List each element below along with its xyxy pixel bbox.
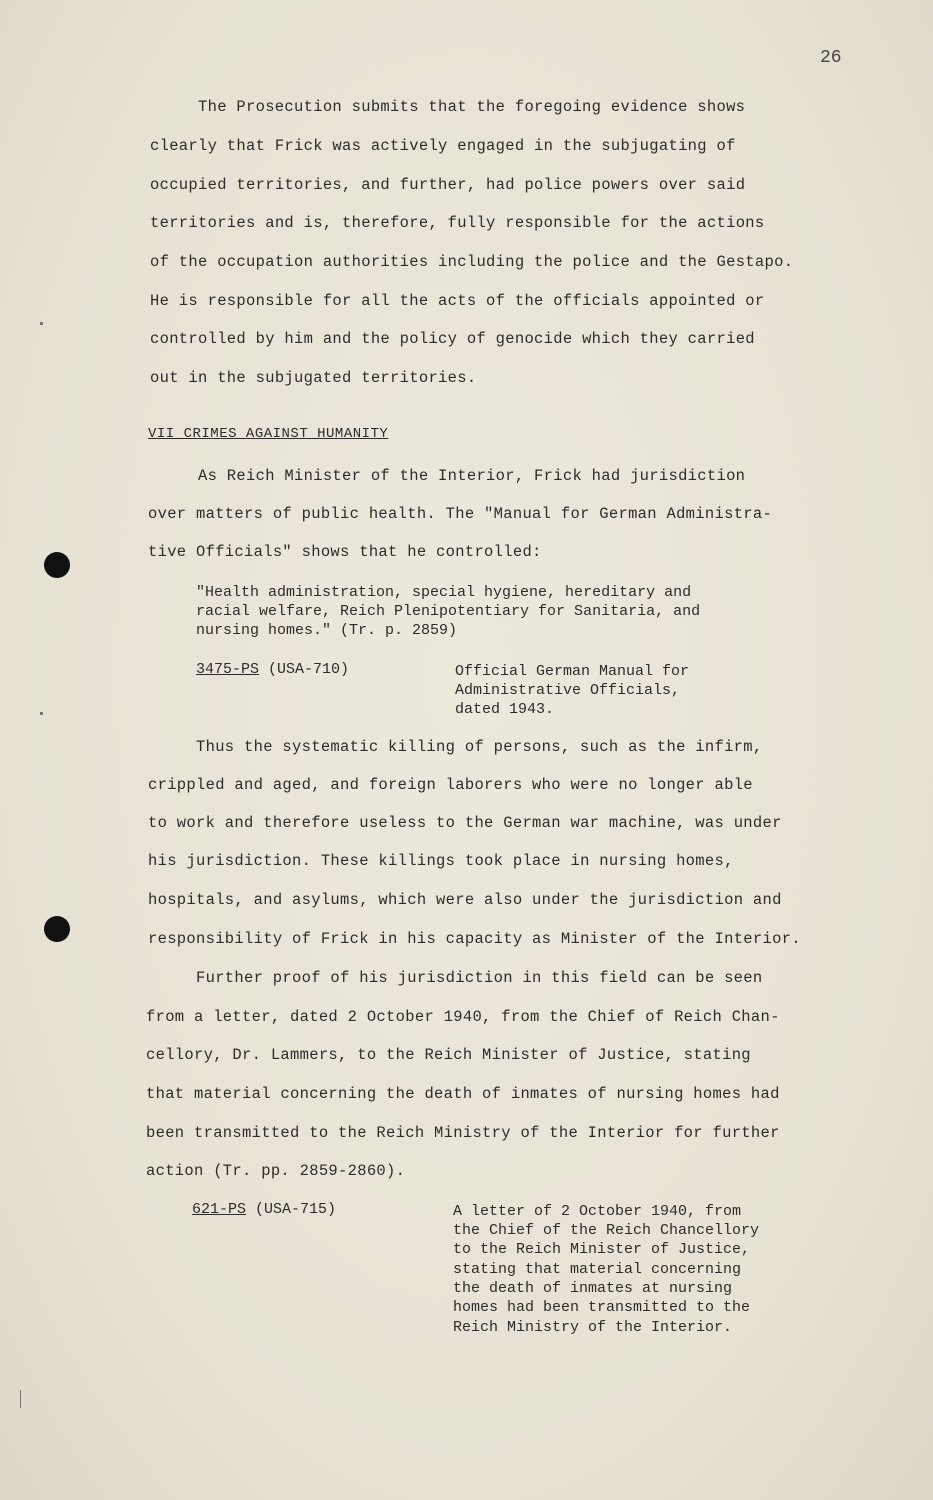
exhibit-description-line: to the Reich Minister of Justice, xyxy=(453,1241,751,1258)
paragraph-line: to work and therefore useless to the German war machine, was under xyxy=(148,814,782,832)
exhibit-description-line: the death of inmates at nursing xyxy=(453,1280,733,1297)
exhibit-description-line: homes had been transmitted to the xyxy=(453,1299,751,1316)
paragraph-line: occupied territories, and further, had police powers over said xyxy=(150,176,746,194)
paragraph-line: that material concerning the death of inmates of nursing homes had xyxy=(146,1085,780,1103)
exhibit-description-line: Reich Ministry of the Interior. xyxy=(453,1319,733,1336)
paragraph-line: controlled by him and the policy of genocide which they carried xyxy=(150,330,755,348)
paragraph-line: of the occupation authorities including the police and the Gestapo. xyxy=(150,253,794,271)
exhibit-description-line: Administrative Officials, xyxy=(455,682,681,699)
paragraph-line: been transmitted to the Reich Ministry of the Interior for further xyxy=(146,1124,780,1142)
stray-mark xyxy=(40,712,43,715)
punch-hole xyxy=(44,916,70,942)
paragraph-line: responsibility of Frick in his capacity as Minister of the Interior. xyxy=(148,930,801,948)
quote-line: nursing homes." (Tr. p. 2859) xyxy=(196,622,458,639)
quote-line: racial welfare, Reich Plenipotentiary for Sanitaria, and xyxy=(196,603,701,620)
paragraph-line: tive Officials" shows that he controlled: xyxy=(148,543,542,561)
paragraph-line: action (Tr. pp. 2859-2860). xyxy=(146,1162,406,1180)
exhibit-description-line: the Chief of the Reich Chancellory xyxy=(453,1222,760,1239)
paragraph-line: out in the subjugated territories. xyxy=(150,369,477,387)
paragraph-line: The Prosecution submits that the foregoing evidence shows xyxy=(198,98,746,116)
exhibit-usa-id: (USA-710) xyxy=(268,661,350,678)
paragraph-line: over matters of public health. The "Manual for German Administra- xyxy=(148,505,773,523)
exhibit-citation xyxy=(192,1200,336,1220)
paragraph-line: clearly that Frick was actively engaged in the subjugating of xyxy=(150,137,736,155)
paragraph-line: Further proof of his jurisdiction in this field can be seen xyxy=(196,969,763,987)
paragraph-line: cellory, Dr. Lammers, to the Reich Minister of Justice, stating xyxy=(146,1046,751,1064)
exhibit-citation xyxy=(196,660,349,680)
paragraph-line: his jurisdiction. These killings took place in nursing homes, xyxy=(148,852,734,870)
exhibit-usa-id: (USA-715) xyxy=(255,1201,337,1218)
exhibit-description-line: dated 1943. xyxy=(455,701,555,718)
page-number: 26 xyxy=(820,48,842,68)
exhibit-description-line: Official German Manual for xyxy=(455,663,690,680)
stray-mark xyxy=(40,322,43,325)
paragraph-line: As Reich Minister of the Interior, Frick had jurisdiction xyxy=(198,467,746,485)
paragraph-line: hospitals, and asylums, which were also under the jurisdiction and xyxy=(148,891,782,909)
stray-mark xyxy=(20,1390,21,1408)
quote-line: "Health administration, special hygiene, hereditary and xyxy=(196,584,692,601)
paragraph-line: crippled and aged, and foreign laborers who were no longer able xyxy=(148,776,753,794)
exhibit-doc-id: 3475-PS xyxy=(196,661,260,678)
exhibit-description-line: A letter of 2 October 1940, from xyxy=(453,1203,742,1220)
section-heading: VII CRIMES AGAINST HUMANITY xyxy=(148,426,389,442)
exhibit-description-line: stating that material concerning xyxy=(453,1261,742,1278)
exhibit-doc-id: 621-PS xyxy=(192,1201,247,1218)
paragraph-line: He is responsible for all the acts of the officials appointed or xyxy=(150,292,765,310)
paragraph-line: from a letter, dated 2 October 1940, from the Chief of Reich Chan- xyxy=(146,1008,780,1026)
paragraph-line: territories and is, therefore, fully responsible for the actions xyxy=(150,214,765,232)
punch-hole xyxy=(44,552,70,578)
paragraph-line: Thus the systematic killing of persons, such as the infirm, xyxy=(196,738,763,756)
